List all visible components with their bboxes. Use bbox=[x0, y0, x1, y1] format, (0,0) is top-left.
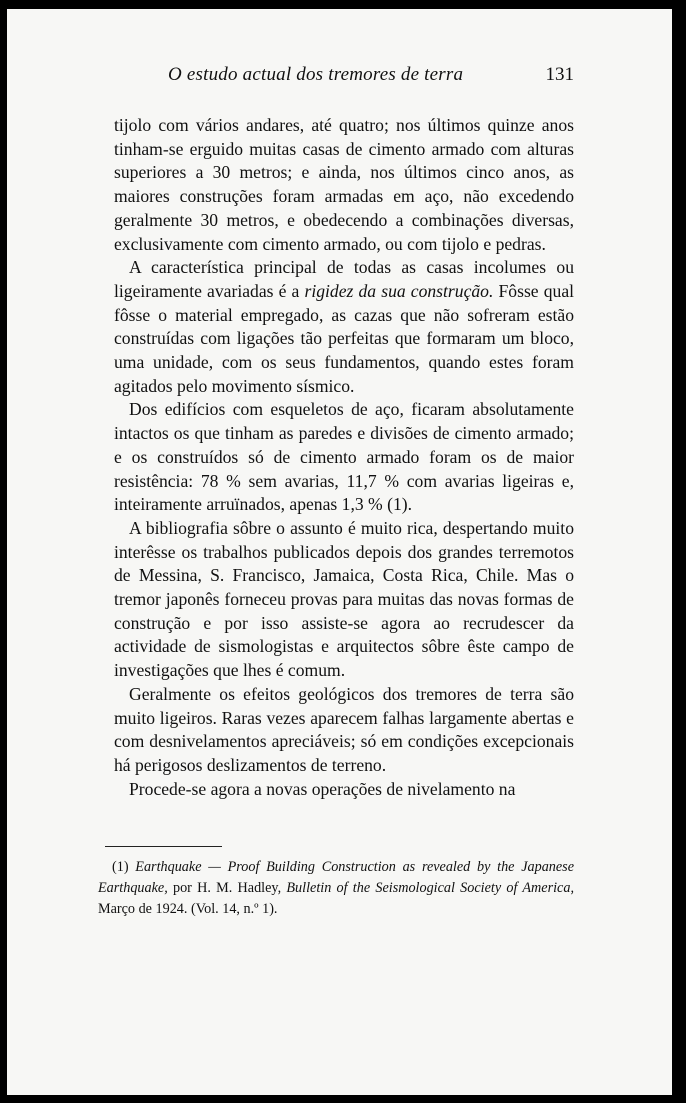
paragraph-2 bbox=[114, 256, 574, 398]
footnote-title: Earthquake — Proof Building Construction as revealed by the Japanese Earthquake, bbox=[98, 859, 575, 896]
footnote-author: por H. M. Hadley, bbox=[172, 880, 282, 896]
footnote-date: Março de 1924. (Vol. 14, n.º 1). bbox=[98, 901, 278, 917]
paragraph-1: tijolo com vários andares, até quatro; nos últimos quinze anos tinham-se erguido muitas casas de cimento armado com alturas superiores a 30 metros; e ainda, nos últimos cinco anos, as maiores construções foram armadas em aço, não excedendo geralmente 30 metros, e obedecendo a combinações diversas, exclusivamente com cimento armado, ou com tijolo e pedras. bbox=[114, 115, 574, 254]
paragraph-3: Dos edifícios com esqueletos de aço, ficaram absolutamente intactos os que tinham as paredes e divisões de cimento armado; e os construídos só de cimento armado foram os de maior resistência: 78 % sem avarias, 11,7 % com avarias ligeiras e, inteiramente arruïnados, apenas 1,3 % (1). bbox=[114, 399, 574, 515]
paragraph-2-emphasis: rigidez da sua construção. bbox=[304, 280, 494, 301]
footnote-marker: (1) bbox=[112, 859, 129, 875]
paragraph-2-start: A característica principal de todas as casas incolumes ou ligeiramente avariadas é a bbox=[114, 257, 574, 301]
footnote-journal: Bulletin of the Seismological Society of America, bbox=[286, 880, 574, 896]
paragraph-4: A bibliografia sôbre o assunto é muito rica, despertando muito interêsse os trabalhos publicados depois dos grandes terremotos de Messina, S. Francisco, Jamaica, Costa Rica, Chile. Mas o tremor japonês forneceu provas para muitas das novas formas de construção e por isso assiste-se agora ao recrudescer da actividade de sismologistas e arquitectos sôbre êste campo de investigações que lhes é comum. bbox=[114, 517, 574, 681]
footnote-text bbox=[98, 857, 574, 920]
page-header bbox=[168, 64, 574, 94]
running-title: O estudo actual dos tremores de terra bbox=[168, 64, 464, 85]
paragraph-6: Procede-se agora a novas operações de nivelamento na bbox=[129, 778, 516, 799]
footnote-divider bbox=[105, 846, 222, 847]
page-number: 131 bbox=[545, 64, 574, 85]
paragraph-5: Geralmente os efeitos geológicos dos tremores de terra são muito ligeiros. Raras vezes aparecem falhas largamente abertas e com desnivelamentos apreciáveis; só em condições excepcionais há perigosos deslizamentos de terreno. bbox=[114, 683, 574, 775]
footnote bbox=[98, 857, 574, 920]
body-text bbox=[114, 114, 574, 801]
paragraph-2-end: Fôsse qual fôsse o material empregado, as cazas que não sofreram estão construídas com ligações tão perfeitas que formaram um bloco, uma unidade, com os seus fundamentos, quando estes foram agitados pelo movimento sísmico. bbox=[114, 280, 575, 396]
